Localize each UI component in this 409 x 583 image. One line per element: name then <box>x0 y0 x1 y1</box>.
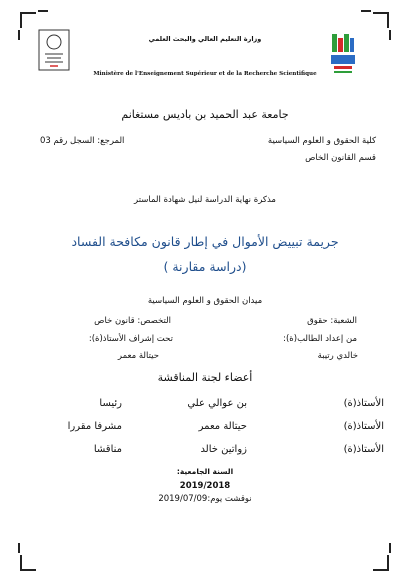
field-of-study: ميدان الحقوق و العلوم السياسية <box>147 296 263 306</box>
member-name: بن عوالي علي <box>187 398 247 409</box>
ministry-name-fr: Ministère de l'Enseignement Supérieur et de la Recherche Scientifique <box>93 71 317 77</box>
ministry-name-ar: وزارة التعليم العالي والبحث العلمي <box>148 35 262 43</box>
member-title: الأستاذ(ة) <box>343 444 384 455</box>
member-role: رئيسا <box>99 398 122 409</box>
supervisor-name: حيتالة معمر <box>117 351 159 361</box>
academic-year-label: السنة الجامعية: <box>176 467 234 476</box>
register-reference: المرجع: السجل رقم 03 <box>40 136 125 146</box>
department-name: قسم القانون الخاص <box>305 153 376 163</box>
faculty-name: كلية الحقوق و العلوم السياسية <box>267 136 376 146</box>
thesis-subtitle: (دراسة مقارنة ) <box>163 259 247 274</box>
committee-heading: أعضاء لجنة المناقشة <box>157 371 253 384</box>
defense-date: نوقشت يوم:2019/07/09 <box>158 494 252 504</box>
member-role: مناقشا <box>93 444 122 455</box>
prepared-by-label: من إعداد الطالب(ة): <box>283 334 357 344</box>
student-name: خالدي رتيبة <box>317 351 358 361</box>
member-name: زواتين خالد <box>200 444 247 455</box>
thesis-type: مذكرة نهاية الدراسة لنيل شهادة الماستر <box>134 195 276 205</box>
member-title: الأستاذ(ة) <box>343 398 384 409</box>
supervisor-label: تحت إشراف الأستاذ(ة): <box>88 334 173 344</box>
member-role: مشرفا مقررا <box>67 421 122 432</box>
member-title: الأستاذ(ة) <box>343 421 384 432</box>
member-name: حيتالة معمر <box>198 421 247 432</box>
academic-year: 2019/2018 <box>179 481 231 491</box>
thesis-title: جريمة تبييض الأموال في إطار قانون مكافحة الفساد <box>71 234 339 249</box>
specialty: التخصص: قانون خاص <box>94 316 171 326</box>
university-name: جامعة عبد الحميد بن باديس مستغانم <box>121 108 289 121</box>
branch: الشعبة: حقوق <box>307 316 357 326</box>
